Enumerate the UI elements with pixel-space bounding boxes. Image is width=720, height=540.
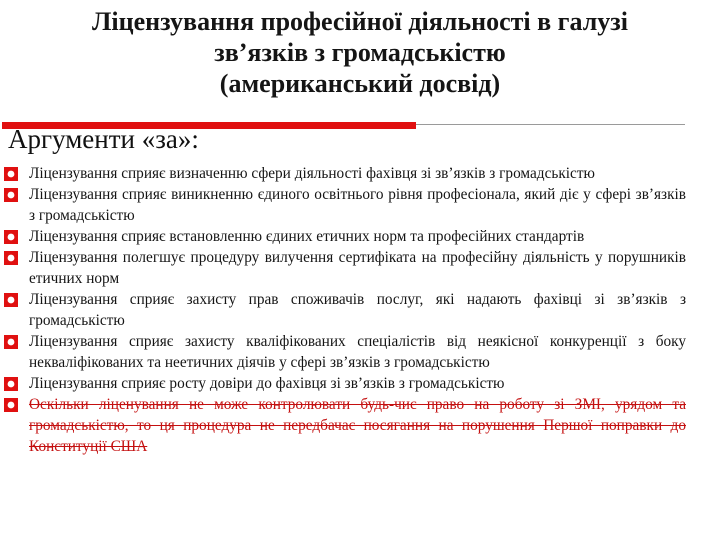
square-ring-bullet-icon xyxy=(4,167,18,181)
square-ring-bullet-icon xyxy=(4,188,18,202)
argument-list xyxy=(0,163,720,457)
title-line-2: зв’язків з громадськістю xyxy=(214,38,506,67)
list-item-text: Ліцензування сприяє росту довіри до фахівця зі зв’язків з громадськістю xyxy=(29,375,505,392)
square-ring-bullet-icon xyxy=(4,398,18,412)
list-item-text: Ліцензування сприяє визначенню сфери діяльності фахівця зі зв’язків з громадськістю xyxy=(29,165,595,182)
list-item xyxy=(0,184,720,226)
square-ring-bullet-icon xyxy=(4,251,18,265)
list-item xyxy=(0,373,720,394)
list-item-text: Ліцензування сприяє захисту кваліфікованих спеціалістів від неякісної конкуренції з боку некваліфікованих та неетичних діячів у сфері зв’язків з громадськістю xyxy=(29,333,686,371)
section-heading: Аргументи «за»: xyxy=(8,124,199,154)
square-ring-bullet-icon xyxy=(4,335,18,349)
square-ring-bullet-icon xyxy=(4,293,18,307)
list-item-text: Оскільки ліценування не може контролювати будь-чиє право на роботу зі ЗМІ, урядом та громадськістю, то ця процедура не передбачає посягання на порушення Першої поправки до Конституції США xyxy=(29,396,686,455)
square-ring-bullet-icon xyxy=(4,230,18,244)
list-item xyxy=(0,331,720,373)
list-item xyxy=(0,163,720,184)
list-item xyxy=(0,289,720,331)
title-line-1: Ліцензування професійної діяльності в галузі xyxy=(92,7,628,36)
title-line-3: (американський досвід) xyxy=(219,69,501,98)
square-ring-bullet-icon xyxy=(4,377,18,391)
list-item xyxy=(0,226,720,247)
list-item-text: Ліцензування сприяє захисту прав споживачів послуг, які надають фахівці зі зв’язків з громадськістю xyxy=(29,291,686,329)
list-item-text: Ліцензування сприяє встановленню єдиних етичних норм та професійних стандартів xyxy=(29,228,585,245)
list-item-text: Ліцензування сприяє виникненню єдиного освітнього рівня професіонала, який діє у сфері зв’язків з громадськістю xyxy=(29,186,686,224)
list-item-text: Ліцензування полегшує процедуру вилучення сертифіката на професійну діяльність у порушників етичних норм xyxy=(29,249,686,287)
list-item xyxy=(0,247,720,289)
list-item-highlighted xyxy=(0,394,720,457)
page-title xyxy=(40,6,680,99)
